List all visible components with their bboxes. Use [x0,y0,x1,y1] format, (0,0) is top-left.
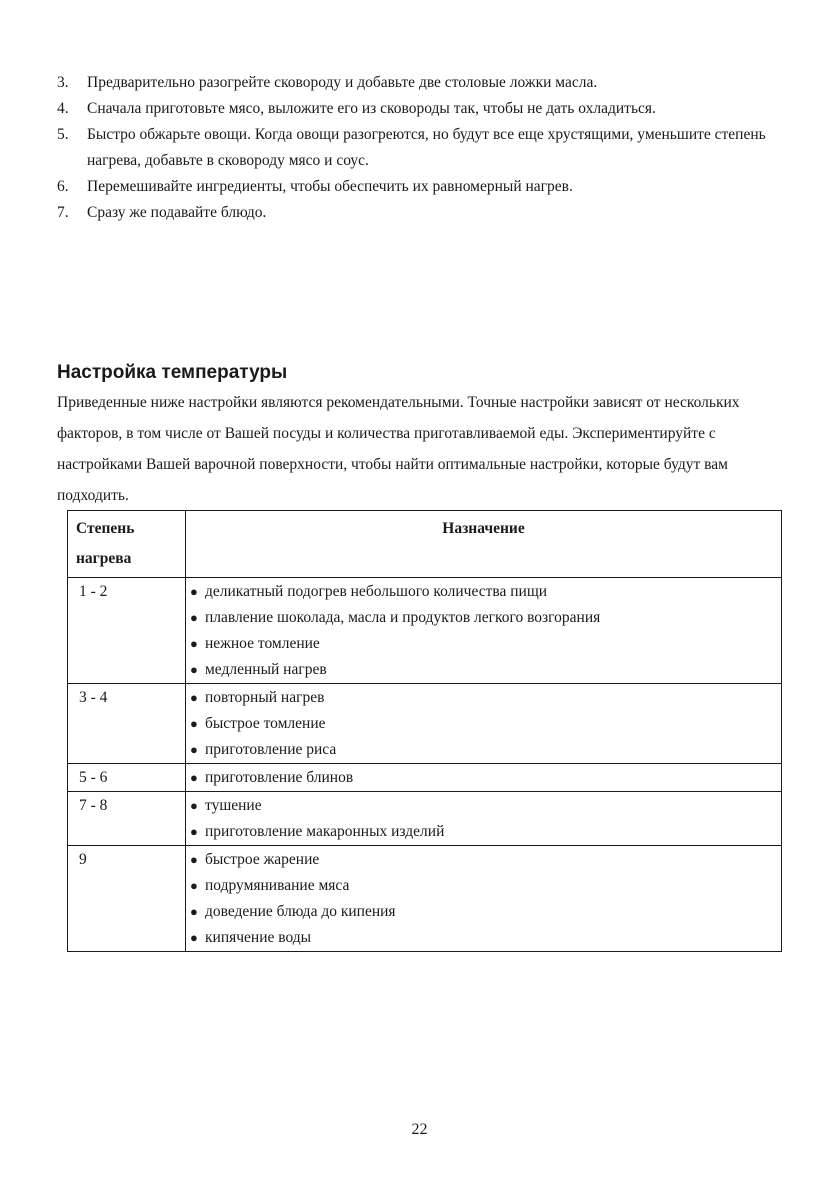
table-row [68,764,782,792]
step-number: 3. [57,74,69,91]
step-number: 5. [57,126,69,143]
page-number: 22 [411,1121,428,1138]
purpose-list-item [190,847,781,873]
bullet-icon: ● [190,878,198,893]
purpose-text: приготовление риса [205,741,337,758]
bullet-icon: ● [190,584,198,599]
bullet-icon: ● [190,636,198,651]
purpose-list-item [190,793,781,819]
heat-level-cell: 3 - 4 [68,684,186,764]
bullet-icon: ● [190,852,198,867]
step-text: Сразу же подавайте блюдо. [87,204,267,221]
purpose-text: доведение блюда до кипения [205,903,396,920]
bullet-icon: ● [190,690,198,705]
purpose-list-item [190,737,781,763]
step-item [57,200,797,226]
bullet-icon: ● [190,716,198,731]
purpose-list-item [190,925,781,951]
step-item [57,174,797,200]
step-number: 7. [57,204,69,221]
purpose-list-item [190,579,781,605]
bullet-icon: ● [190,742,198,757]
purpose-list-item [190,631,781,657]
purpose-cell [186,684,782,764]
purpose-text: повторный нагрев [205,689,325,706]
purpose-list-item [190,819,781,845]
table-row [68,792,782,846]
purpose-cell [186,792,782,846]
heat-level-cell: 7 - 8 [68,792,186,846]
table-row [68,846,782,952]
heat-level-cell: 5 - 6 [68,764,186,792]
purpose-text: приготовление блинов [205,769,354,786]
purpose-list-item [190,899,781,925]
purpose-text: подрумянивание мяса [205,877,350,894]
step-number: 4. [57,100,69,117]
step-number: 6. [57,178,69,195]
purpose-text: тушение [205,797,262,814]
table-body [68,578,782,952]
table-row [68,578,782,684]
purpose-list-item [190,605,781,631]
purpose-cell [186,846,782,952]
purpose-list-item [190,685,781,711]
purpose-text: быстрое томление [205,715,326,732]
step-item [57,96,797,122]
purpose-text: нежное томление [205,635,320,652]
purpose-text: приготовление макаронных изделий [205,823,445,840]
purpose-text: быстрое жарение [205,851,320,868]
heat-level-cell: 1 - 2 [68,578,186,684]
step-text: Быстро обжарьте овощи. Когда овощи разогреются, но будут все еще хрустящими, уменьшите степень нагрева, добавьте в сковороду мясо и соус. [87,126,766,169]
bullet-icon: ● [190,798,198,813]
step-item [57,122,797,174]
step-text: Предварительно разогрейте сковороду и добавьте две столовые ложки масла. [87,74,598,91]
purpose-list-item [190,711,781,737]
section-heading: Настройка температуры [57,362,288,383]
purpose-text: медленный нагрев [205,661,327,678]
instruction-steps-list [57,70,797,226]
purpose-list-item [190,765,781,791]
bullet-icon: ● [190,770,198,785]
bullet-icon: ● [190,824,198,839]
step-text: Сначала приготовьте мясо, выложите его из сковороды так, чтобы не дать охладиться. [87,100,656,117]
step-item [57,70,797,96]
table-row [68,684,782,764]
purpose-text: плавление шоколада, масла и продуктов легкого возгорания [205,609,601,626]
header-purpose: Назначение [186,511,782,578]
bullet-icon: ● [190,662,198,677]
bullet-icon: ● [190,610,198,625]
bullet-icon: ● [190,930,198,945]
purpose-text: кипячение воды [205,929,312,946]
bullet-icon: ● [190,904,198,919]
purpose-text: деликатный подогрев небольшого количества пищи [205,583,548,600]
purpose-list-item [190,657,781,683]
purpose-cell [186,764,782,792]
heat-settings-table [67,510,782,952]
purpose-cell [186,578,782,684]
section-intro-paragraph: Приведенные ниже настройки являются рекомендательными. Точные настройки зависят от нескольких факторов, в том числе от Вашей посуды и количества приготавливаемой еды. Экспериментируйте с настройками Вашей варочной поверхности, чтобы найти оптимальные настройки, которые будут вам подходить. [57,394,740,504]
heat-level-cell: 9 [68,846,186,952]
header-heat-level: Степень нагрева [68,511,186,578]
purpose-list-item [190,873,781,899]
step-text: Перемешивайте ингредиенты, чтобы обеспечить их равномерный нагрев. [87,178,573,195]
table-header-row [68,511,782,578]
